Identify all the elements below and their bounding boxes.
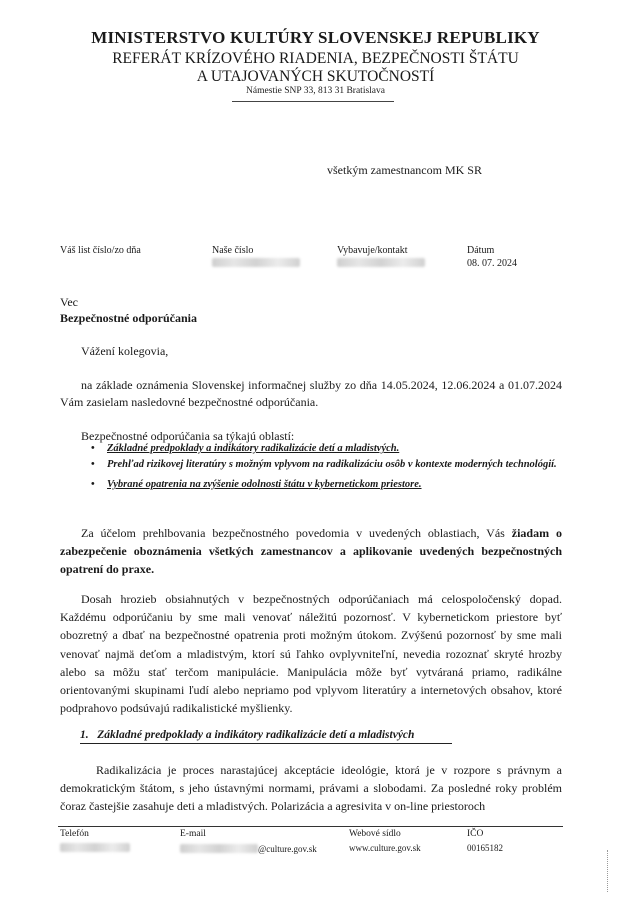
our-number-redacted <box>212 258 300 270</box>
section-1-number: 1. <box>80 729 89 741</box>
radicalization-paragraph: Radikalizácia je proces narastajúcej akceptácie ideológie, ktorá je v rozpore s právnym a demokratickým štátom, s jeho ústavnými normami, právami a slobodami. Za posledné roky problém čoraz častejšie zasahuje deti a mladistvých. Polarizácia a agresivita v on-line priestoroch <box>60 763 562 813</box>
areas-intro: Bezpečnostné odporúčania sa týkajú oblastí: <box>81 429 295 443</box>
footer-divider <box>58 826 563 827</box>
subject-label: Vec <box>60 295 78 309</box>
request-paragraph <box>60 524 562 578</box>
ico-value: 00165182 <box>467 843 503 853</box>
contact-label: Vybavuje/kontakt <box>337 245 408 256</box>
contact-redacted <box>337 258 425 270</box>
greeting: Vážení kolegovia, <box>81 344 169 358</box>
list-item: • Prehľad rizikovej literatúry s možným vplyvom na radikalizáciu osôb v kontexte moderných technológií. <box>91 459 557 470</box>
your-letter-label: Váš list číslo/zo dňa <box>60 245 141 256</box>
ministry-name: MINISTERSTVO KULTÚRY SLOVENSKEJ REPUBLIKY <box>91 28 540 47</box>
section-1-heading <box>80 729 414 741</box>
bullet-icon: • <box>91 479 95 490</box>
ministry-address: Námestie SNP 33, 813 31 Bratislava <box>246 86 385 96</box>
email-label: E-mail <box>180 829 206 839</box>
web-value: www.culture.gov.sk <box>349 843 421 853</box>
request-lead: Za účelom prehlbovania bezpečnostného povedomia v uvedených oblastiach, Vás <box>81 526 512 540</box>
areas-list <box>85 442 595 492</box>
date-value: 08. 07. 2024 <box>467 258 517 269</box>
subject-title: Bezpečnostné odporúčania <box>60 311 198 325</box>
email-value: @culture.gov.sk <box>180 843 317 854</box>
date-label: Dátum <box>467 245 495 256</box>
bullet-icon: • <box>91 459 95 470</box>
request-emphasis: žiadam o zabezpečenie oboznámenia všetkých zamestnancov a aplikovanie uvedených bezpečnostných opatrení do praxe. <box>60 526 562 576</box>
list-item: • Základné predpoklady a indikátory radikalizácie detí a mladistvých. <box>91 443 400 454</box>
scan-artifact <box>607 850 611 892</box>
department-line-1: REFERÁT KRÍZOVÉHO RIADENIA, BEZPEČNOSTI ŠTÁTU <box>112 50 519 67</box>
phone-label: Telefón <box>60 829 89 839</box>
department-line-2: A UTAJOVANÝCH SKUTOČNOSTÍ <box>196 68 435 85</box>
section-1-underline <box>80 743 452 744</box>
section-1-title: Základné predpoklady a indikátory radikalizácie detí a mladistvých <box>97 729 415 741</box>
ico-label: IČO <box>467 829 484 839</box>
bullet-icon: • <box>91 443 95 454</box>
threats-paragraph: Dosah hrozieb obsiahnutých v bezpečnostných odporúčaniach má celospoločenský dopad. Každému odporúčaniu by sme mali venovať náležitú pozornosť. V kybernetickom priestore byť obozretný a dbať na bezpečnostné opatrenia proti možným útokom. Zvýšenú pozornosť by sme mali venovať najmä deťom a mladistvým, ktorí sú ľahko ovplyvniteľní, nevedia rozoznať skryté hrozby alebo sa môžu stať terčom manipulácie. Manipulácia môže byť vytváraná priamo, radikálne orientovanými skupinami ľudí alebo nepriamo pod vplyvom literatúry a internetových obsahov, ktoré podprahovo podsúvajú radikalistické myšlienky. <box>60 592 562 716</box>
header-divider <box>232 101 394 102</box>
our-number-label: Naše číslo <box>212 245 254 256</box>
intro-paragraph: na základe oznámenia Slovenskej informačnej služby zo dňa 14.05.2024, 12.06.2024 a 01.07.2024 Vám zasielam nasledovné bezpečnostné odporúčania. <box>60 378 562 409</box>
recipient: všetkým zamestnancom MK SR <box>327 163 482 177</box>
list-item: • Vybrané opatrenia na zvýšenie odolnosti štátu v kybernetickom priestore. <box>91 479 422 490</box>
web-label: Webové sídlo <box>349 829 401 839</box>
phone-redacted <box>60 843 130 854</box>
